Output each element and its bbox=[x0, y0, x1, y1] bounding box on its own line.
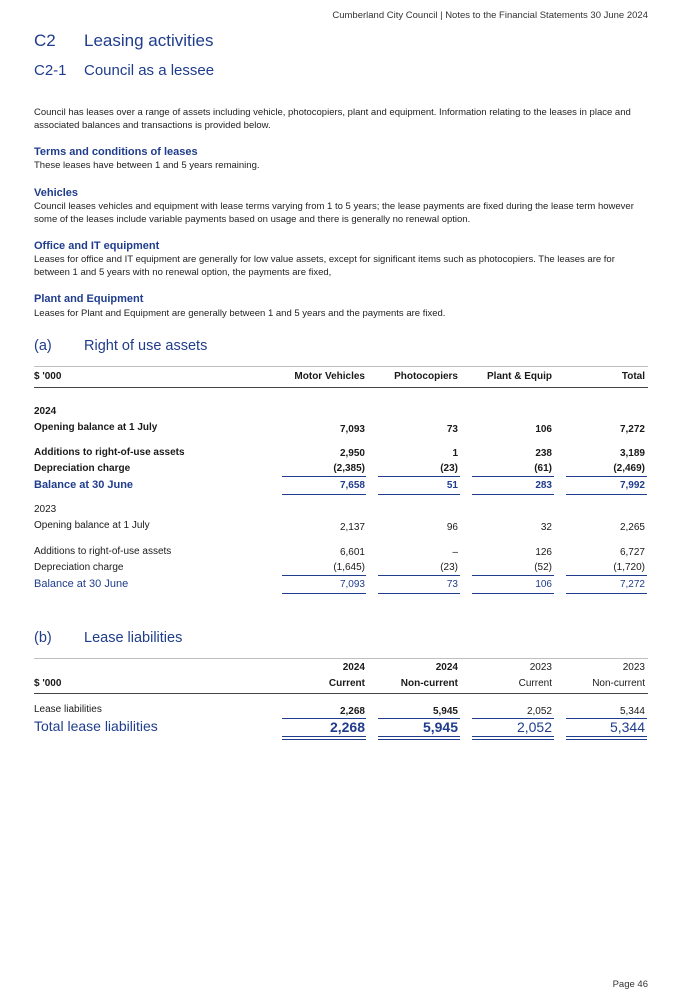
rou-2024-year: 2024 bbox=[34, 406, 57, 417]
rou-2023-opening-total: 2,265 bbox=[619, 522, 645, 533]
rou-2024-depreciation-label: Depreciation charge bbox=[34, 463, 131, 474]
rou-2024-subtotal-rule-plant bbox=[472, 476, 554, 477]
rou-2024-additions-label: Additions to right-of-use assets bbox=[34, 447, 185, 458]
liab-total-rule-2 bbox=[378, 736, 460, 740]
rou-2024-balance-label: Balance at 30 June bbox=[34, 479, 134, 491]
rou-2023-total-rule-photo bbox=[378, 593, 460, 594]
liab-heading bbox=[34, 630, 182, 646]
vehicles-text: Council leases vehicles and equipment with lease terms varying from 1 to 5 years; the lease payments are fixed during the lease term however some of the leases include variable payments based on usage and there is generally no renewal option. bbox=[34, 201, 634, 225]
liab-total-2023-noncurrent: 5,344 bbox=[609, 719, 645, 735]
rou-2024-additions-photo: 1 bbox=[452, 448, 458, 459]
section-number: C2 bbox=[34, 31, 56, 50]
liab-col3-year: 2023 bbox=[529, 662, 552, 673]
rou-2024-total-rule-total bbox=[566, 494, 647, 495]
rou-2023-depreciation-plant: (52) bbox=[534, 562, 552, 573]
liab-col1-year: 2024 bbox=[342, 662, 365, 673]
rou-2023-subtotal-rule-plant bbox=[472, 575, 554, 576]
liab-title: Lease liabilities bbox=[84, 630, 183, 646]
liab-row-label: Lease liabilities bbox=[34, 704, 102, 715]
rou-2023-additions-mv: 6,601 bbox=[339, 547, 365, 558]
rou-2024-depreciation-plant: (61) bbox=[534, 463, 552, 474]
rou-2023-total-rule-plant bbox=[472, 593, 554, 594]
rou-2023-balance-label: Balance at 30 June bbox=[34, 578, 129, 590]
liab-total-2023-current: 2,052 bbox=[516, 719, 552, 735]
rou-2024-total-rule-photo bbox=[378, 494, 460, 495]
page-number: Page 46 bbox=[612, 979, 648, 990]
rou-2023-depreciation-mv: (1,645) bbox=[333, 562, 365, 573]
liab-row-2024-current: 2,268 bbox=[339, 706, 365, 717]
rou-col-motor-vehicles: Motor Vehicles bbox=[294, 371, 365, 382]
section-title: Leasing activities bbox=[84, 31, 214, 50]
office-heading: Office and IT equipment bbox=[34, 240, 160, 252]
terms-text: These leases have between 1 and 5 years remaining. bbox=[34, 160, 260, 171]
page-header: Cumberland City Council | Notes to the Financial Statements 30 June 2024 bbox=[332, 10, 648, 21]
rou-2024-depreciation-total: (2,469) bbox=[613, 463, 645, 474]
rou-2023-opening-photo: 96 bbox=[446, 522, 458, 533]
subsection-number: C2-1 bbox=[34, 62, 67, 79]
rou-2024-depreciation-mv: (2,385) bbox=[333, 463, 365, 474]
rou-2023-opening-mv: 2,137 bbox=[339, 522, 365, 533]
rou-2023-balance-total: 7,272 bbox=[619, 579, 645, 590]
rou-2024-additions-total: 3,189 bbox=[619, 448, 645, 459]
liab-col2-year: 2024 bbox=[435, 662, 458, 673]
rou-2024-subtotal-rule-mv bbox=[282, 476, 366, 477]
plant-text: Leases for Plant and Equipment are generally between 1 and 5 years and the payments are fixed. bbox=[34, 308, 446, 319]
liab-total-rule-3 bbox=[472, 736, 554, 740]
rou-2024-opening-label: Opening balance at 1 July bbox=[34, 422, 158, 433]
rou-2023-additions-plant: 126 bbox=[535, 547, 552, 558]
rou-2023-year: 2023 bbox=[34, 504, 57, 515]
rou-2024-opening-mv: 7,093 bbox=[339, 424, 365, 435]
rou-2023-opening-label: Opening balance at 1 July bbox=[34, 520, 150, 531]
liab-col4-year: 2023 bbox=[622, 662, 645, 673]
office-text: Leases for office and IT equipment are generally for low value assets, except for significant items such as photocopiers. The leases are for between 1 and 5 years with no renewal option, the payments are fixed, bbox=[34, 254, 615, 278]
liab-header-rule bbox=[34, 693, 648, 694]
liab-total-label: Total lease liabilities bbox=[34, 718, 158, 734]
rou-2023-additions-total: 6,727 bbox=[619, 547, 645, 558]
rou-2024-additions-plant: 238 bbox=[535, 448, 552, 459]
liab-total-2024-current: 2,268 bbox=[329, 719, 365, 735]
liab-table-top-rule bbox=[34, 658, 648, 659]
rou-2023-balance-plant: 106 bbox=[535, 579, 552, 590]
terms-heading: Terms and conditions of leases bbox=[34, 146, 198, 158]
rou-2024-additions-mv: 2,950 bbox=[339, 448, 365, 459]
rou-2024-opening-total: 7,272 bbox=[619, 424, 645, 435]
liab-row-2024-noncurrent: 5,945 bbox=[432, 706, 458, 717]
section-heading bbox=[34, 31, 213, 51]
rou-2024-subtotal-rule-total bbox=[566, 476, 647, 477]
rou-table-top-rule bbox=[34, 366, 648, 367]
rou-2023-additions-label: Additions to right-of-use assets bbox=[34, 546, 172, 557]
rou-2024-balance-mv: 7,658 bbox=[339, 480, 365, 491]
rou-2024-depreciation-photo: (23) bbox=[440, 463, 458, 474]
liab-label: (b) bbox=[34, 630, 52, 646]
rou-2023-depreciation-total: (1,720) bbox=[613, 562, 645, 573]
liab-col2-type: Non-current bbox=[400, 678, 458, 689]
rou-header-rule bbox=[34, 387, 648, 388]
rou-unit-header: $ '000 bbox=[34, 371, 62, 382]
liab-total-rule-4 bbox=[566, 736, 647, 740]
rou-2023-subtotal-rule-mv bbox=[282, 575, 366, 576]
rou-2023-total-rule-total bbox=[566, 593, 647, 594]
liab-row-2023-current: 2,052 bbox=[526, 706, 552, 717]
rou-2023-additions-photo: – bbox=[452, 547, 458, 558]
rou-col-photocopiers: Photocopiers bbox=[394, 371, 458, 382]
rou-2024-opening-photo: 73 bbox=[446, 424, 458, 435]
liab-col4-type: Non-current bbox=[592, 678, 645, 689]
rou-label: (a) bbox=[34, 338, 52, 354]
rou-2023-subtotal-rule-photo bbox=[378, 575, 460, 576]
intro-paragraph: Council has leases over a range of assets including vehicle, photocopiers, plant and equipment. Information relating to the leases in place and associated balances and transactions is provided below. bbox=[34, 107, 631, 131]
rou-2023-depreciation-label: Depreciation charge bbox=[34, 562, 124, 573]
rou-title: Right of use assets bbox=[84, 338, 208, 354]
plant-heading: Plant and Equipment bbox=[34, 293, 144, 305]
rou-2024-balance-total: 7,992 bbox=[619, 480, 645, 491]
rou-2023-balance-photo: 73 bbox=[446, 579, 458, 590]
subsection-title: Council as a lessee bbox=[84, 62, 215, 79]
rou-2023-depreciation-photo: (23) bbox=[440, 562, 458, 573]
rou-2023-opening-plant: 32 bbox=[540, 522, 552, 533]
rou-2023-subtotal-rule-total bbox=[566, 575, 647, 576]
rou-2023-total-rule-mv bbox=[282, 593, 366, 594]
rou-2023-balance-mv: 7,093 bbox=[339, 579, 365, 590]
liab-total-2024-noncurrent: 5,945 bbox=[422, 719, 458, 735]
rou-2024-subtotal-rule-photo bbox=[378, 476, 460, 477]
rou-col-total: Total bbox=[621, 371, 645, 382]
liab-col3-type: Current bbox=[518, 678, 552, 689]
rou-2024-balance-photo: 51 bbox=[446, 480, 458, 491]
liab-col1-type: Current bbox=[328, 678, 365, 689]
rou-2024-opening-plant: 106 bbox=[535, 424, 552, 435]
rou-2024-total-rule-plant bbox=[472, 494, 554, 495]
subsection-heading bbox=[34, 62, 214, 79]
rou-2024-balance-plant: 283 bbox=[535, 480, 552, 491]
rou-2024-total-rule-mv bbox=[282, 494, 366, 495]
rou-heading bbox=[34, 338, 207, 354]
liab-row-2023-noncurrent: 5,344 bbox=[619, 706, 645, 717]
liab-unit-header: $ '000 bbox=[34, 678, 62, 689]
rou-col-plant-equip: Plant & Equip bbox=[487, 371, 552, 382]
vehicles-heading: Vehicles bbox=[34, 187, 79, 199]
liab-total-rule-1 bbox=[282, 736, 366, 740]
